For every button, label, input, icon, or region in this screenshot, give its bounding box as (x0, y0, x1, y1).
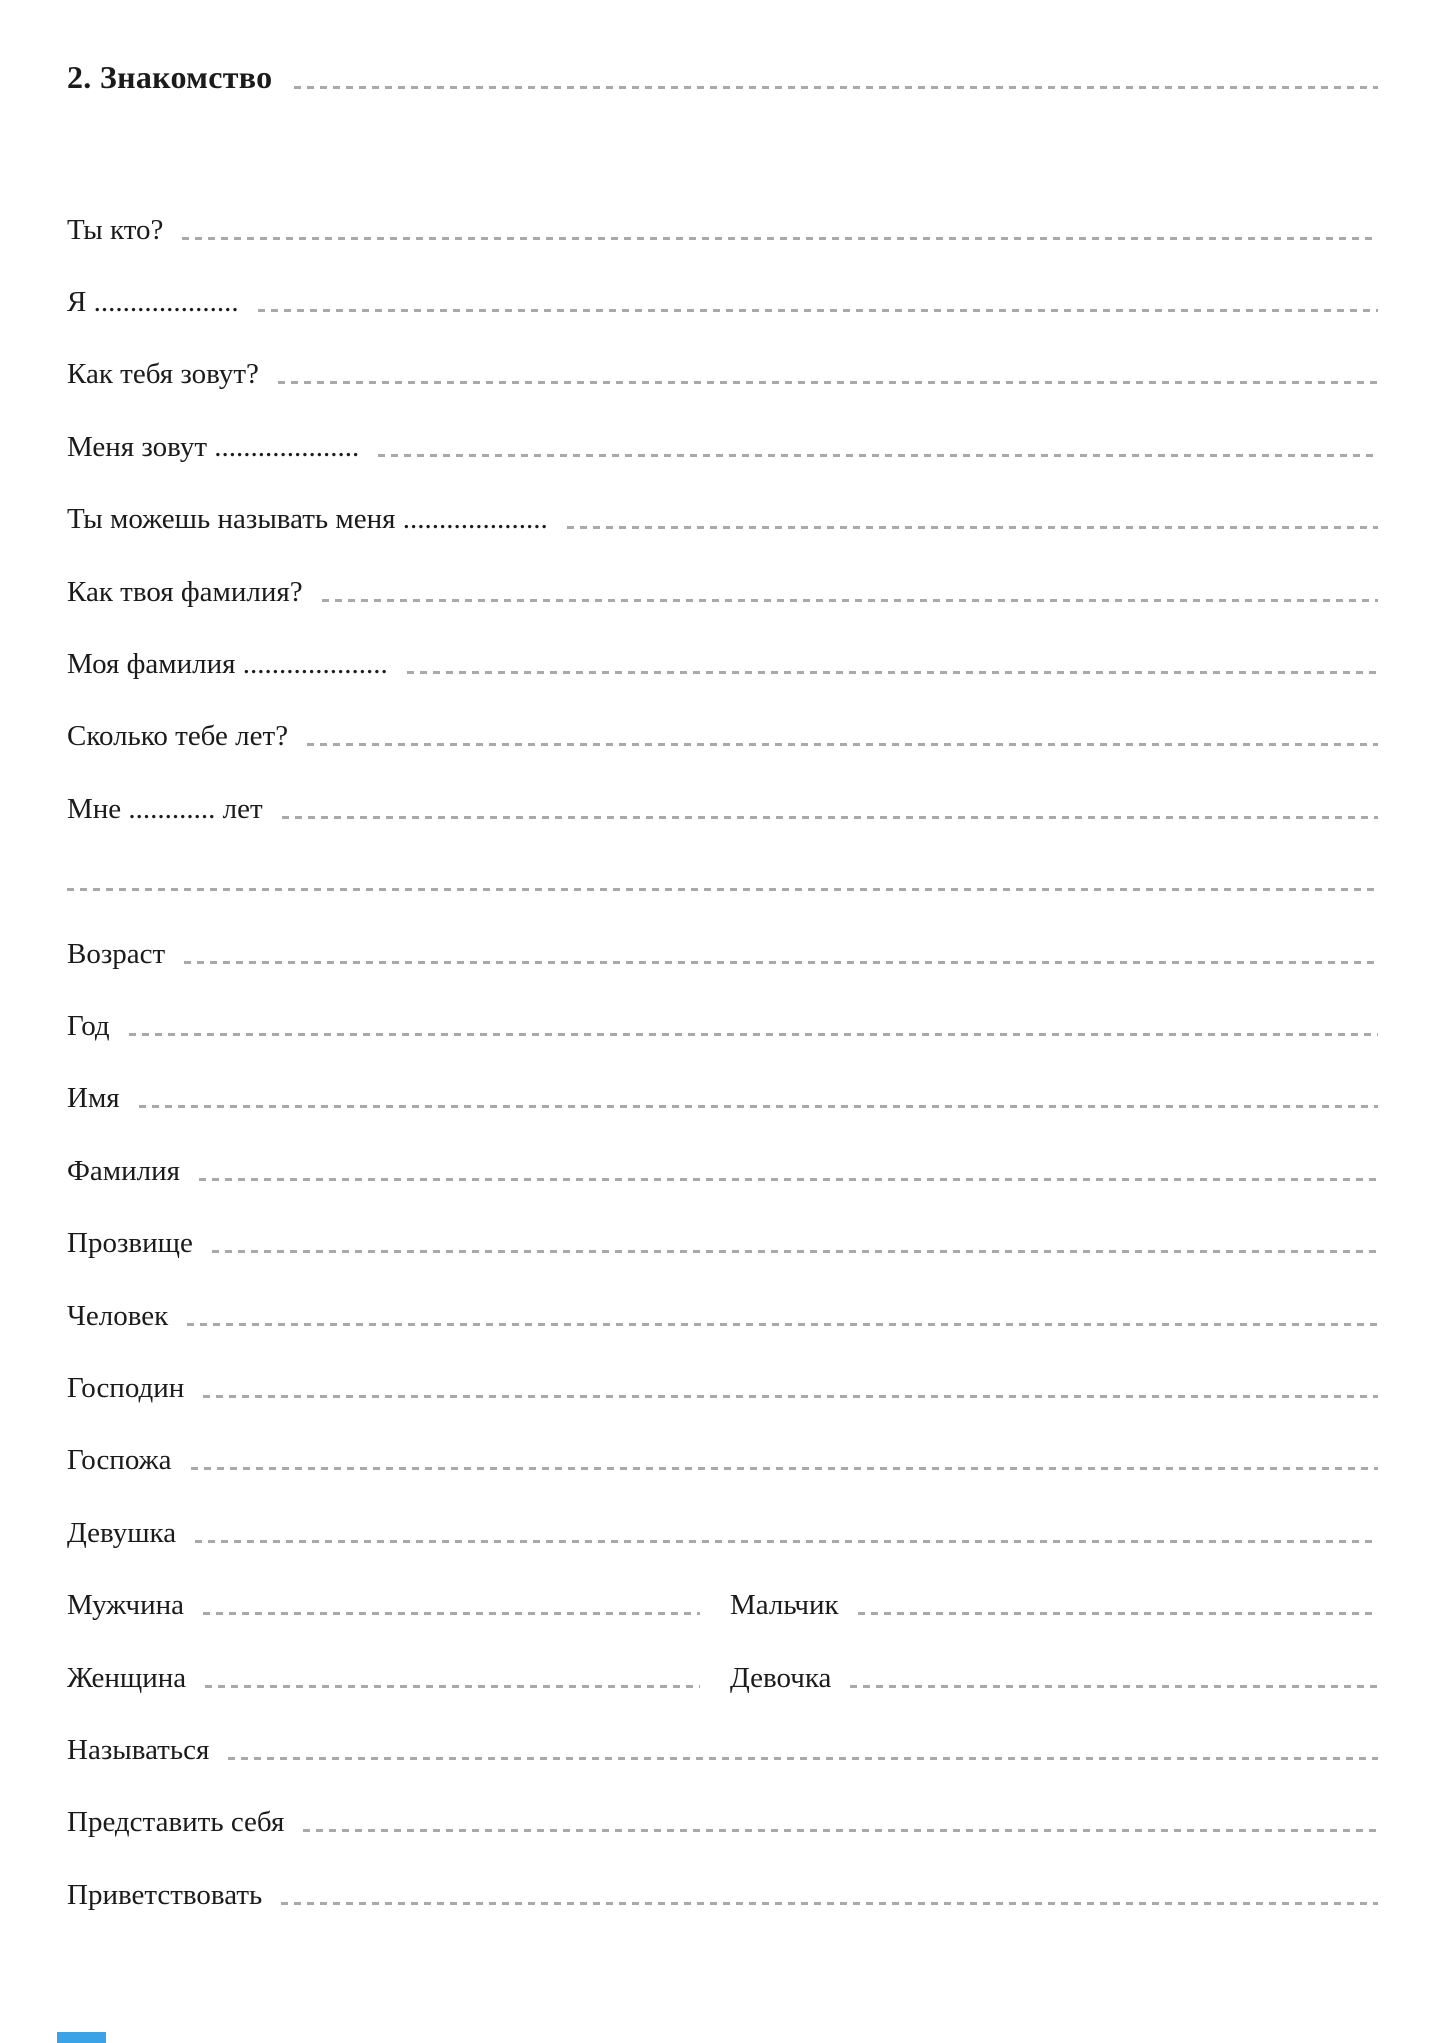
phrase-label: Я .................... (67, 286, 239, 319)
page-corner-marker (57, 2032, 106, 2043)
phrase-label: Госпожа (67, 1444, 172, 1477)
phrase-label: Девушка (67, 1516, 177, 1549)
writing-line (205, 1685, 700, 1688)
writing-line (858, 1612, 1378, 1615)
writing-line (129, 1033, 1378, 1036)
phrase-row (67, 484, 1378, 556)
phrase-row (67, 773, 1378, 845)
phrase-row (67, 1063, 1378, 1135)
phrase-row (67, 1859, 1378, 1931)
right-column (730, 1591, 1378, 1620)
phrase-label: Мне ............ лет (67, 792, 263, 825)
phrase-label: Господин (67, 1371, 185, 1404)
phrase-row (67, 628, 1378, 700)
phrase-row (67, 411, 1378, 483)
phrase-label: Ты можешь называть меня .................... (67, 503, 548, 536)
writing-line (203, 1395, 1378, 1398)
writing-line (282, 816, 1378, 819)
phrase-row (67, 1135, 1378, 1207)
writing-line (303, 1829, 1378, 1832)
writing-line (228, 1757, 1378, 1760)
phrase-row (67, 990, 1378, 1062)
phrase-row (67, 1787, 1378, 1859)
phrase-label: Как твоя фамилия? (67, 575, 303, 608)
writing-line (322, 599, 1378, 602)
phrase-rows (67, 194, 1378, 1931)
writing-line (258, 309, 1378, 312)
writing-line (203, 1612, 700, 1615)
phrase-label: Ты кто? (67, 213, 164, 246)
phrase-label: Моя фамилия .................... (67, 648, 388, 681)
writing-line (195, 1540, 1378, 1543)
section-header (67, 60, 1378, 95)
phrase-label: Год (67, 1009, 110, 1042)
right-column (730, 1661, 1378, 1694)
writing-line (212, 1250, 1378, 1253)
writing-line (281, 1902, 1378, 1905)
phrase-row (67, 266, 1378, 338)
writing-line (184, 961, 1378, 964)
phrase-row (67, 1425, 1378, 1497)
phrase-label: Называться (67, 1733, 210, 1766)
phrase-row (67, 1569, 1378, 1641)
title-writing-line (294, 86, 1378, 89)
writing-line (182, 237, 1378, 240)
phrase-label: Прозвище (67, 1227, 193, 1260)
left-column (67, 1661, 700, 1694)
phrase-label: Как тебя зовут? (67, 358, 259, 391)
phrase-label: Меня зовут .................... (67, 430, 360, 463)
phrase-row (67, 1207, 1378, 1279)
phrase-label: Фамилия (67, 1154, 180, 1187)
phrase-row (67, 1352, 1378, 1424)
writing-line (139, 1105, 1378, 1108)
writing-line (278, 381, 1378, 384)
blank-writing-row (67, 846, 1378, 918)
writing-line (67, 888, 1378, 891)
phrase-label: Человек (67, 1299, 169, 1332)
writing-line (567, 526, 1378, 529)
phrase-label: Возраст (67, 937, 166, 970)
writing-line (307, 743, 1378, 746)
writing-line (378, 454, 1378, 457)
writing-line (187, 1323, 1378, 1326)
page-title: 2. Знакомство (67, 59, 273, 95)
phrase-label: Женщина (67, 1661, 187, 1694)
left-column (67, 1591, 700, 1620)
phrase-label: Приветствовать (67, 1878, 263, 1911)
phrase-row (67, 1642, 1378, 1714)
phrase-row (67, 918, 1378, 990)
phrase-row (67, 1714, 1378, 1786)
phrase-label: Имя (67, 1082, 120, 1115)
writing-line (199, 1178, 1378, 1181)
phrase-row (67, 1497, 1378, 1569)
phrase-label: Представить себя (67, 1806, 285, 1839)
phrase-label: Мужчина (67, 1589, 184, 1622)
phrase-row (67, 194, 1378, 266)
writing-line (407, 671, 1378, 674)
writing-line (850, 1685, 1378, 1688)
phrase-label: Девочка (730, 1661, 832, 1694)
phrase-label: Сколько тебе лет? (67, 720, 289, 753)
phrase-row (67, 339, 1378, 411)
phrase-row (67, 556, 1378, 628)
phrase-row (67, 1280, 1378, 1352)
writing-line (191, 1467, 1378, 1470)
phrase-row (67, 701, 1378, 773)
phrase-label: Мальчик (730, 1589, 839, 1622)
